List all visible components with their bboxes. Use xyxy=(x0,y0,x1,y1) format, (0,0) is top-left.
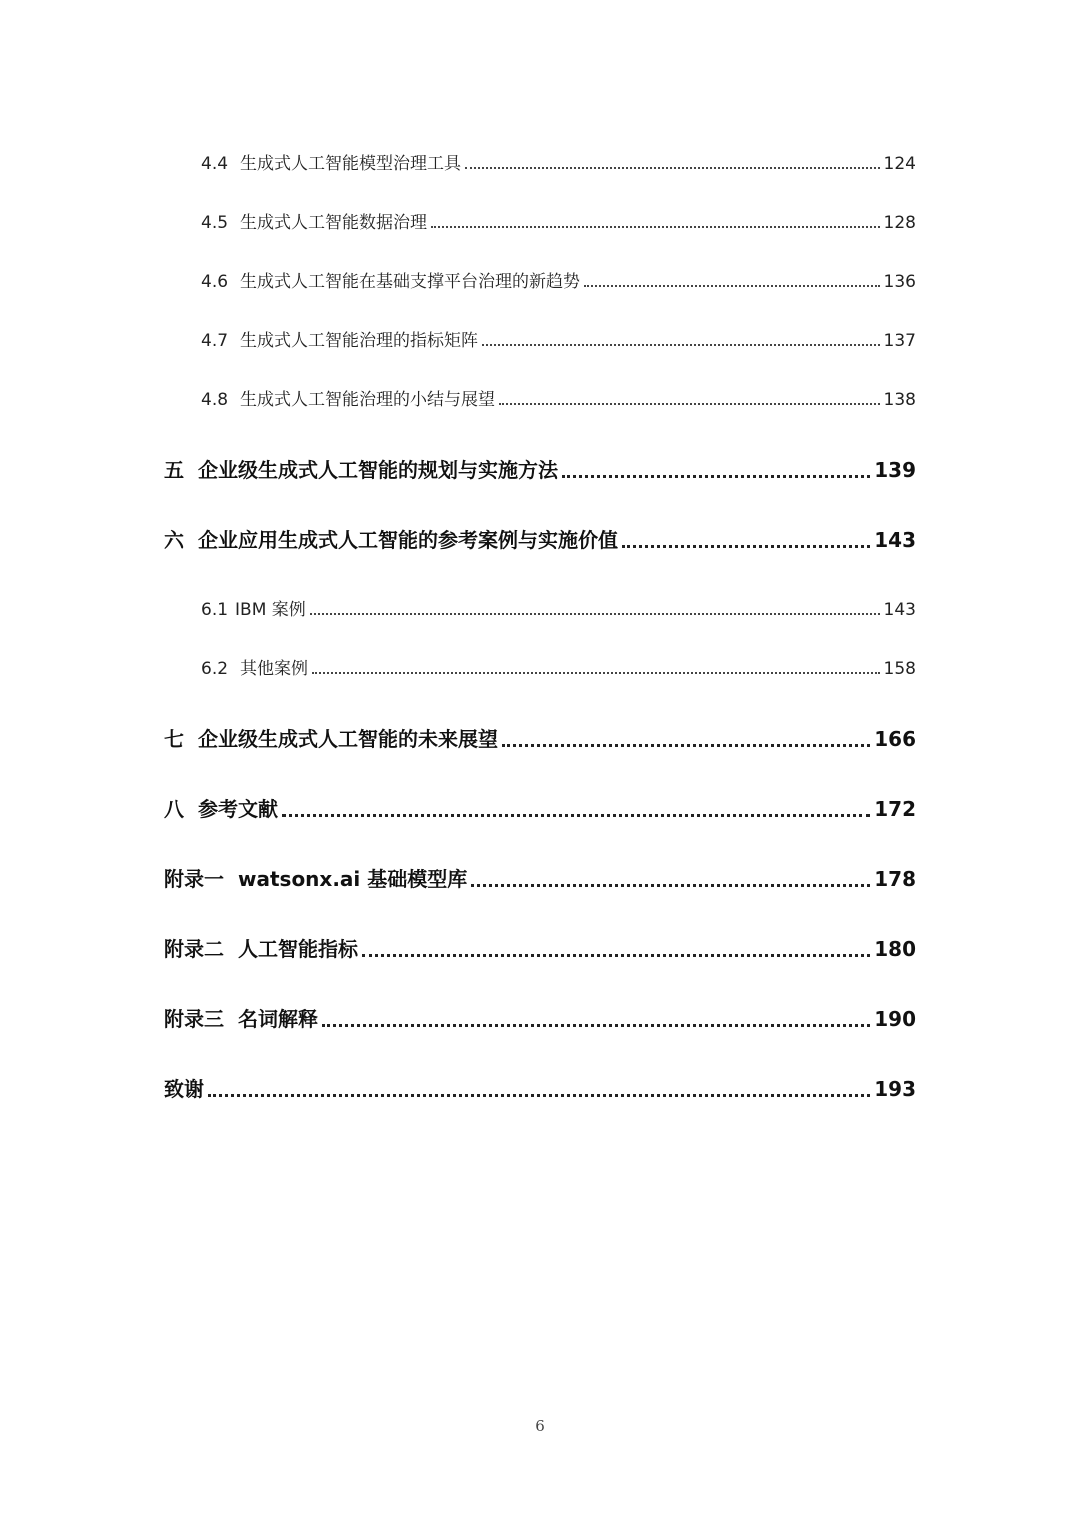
toc-dot-leader xyxy=(471,884,870,887)
toc-entry-page: 193 xyxy=(874,1077,916,1101)
toc-entry-acknowledgements[interactable] xyxy=(164,1073,916,1102)
toc-entry-title: 其他案例 xyxy=(240,659,309,679)
toc-dot-leader xyxy=(584,285,880,287)
toc-entry-6-2[interactable] xyxy=(201,654,916,679)
toc-dot-leader xyxy=(322,1024,870,1027)
toc-entry-4-8[interactable] xyxy=(201,385,916,410)
toc-entry-number: 八 xyxy=(164,797,184,821)
toc-entry-appendix-1[interactable] xyxy=(164,863,916,892)
toc-dot-leader xyxy=(310,613,880,615)
toc-dot-leader xyxy=(622,545,870,548)
toc-dot-leader xyxy=(431,226,880,228)
toc-entry-page: 178 xyxy=(874,867,916,891)
toc-entry-title: 致谢 xyxy=(164,1077,204,1101)
toc-entry-page: 143 xyxy=(883,600,916,620)
toc-entry-number: 附录三 xyxy=(164,1007,224,1031)
toc-entry-page: 138 xyxy=(883,390,916,410)
toc-entry-title: 企业级生成式人工智能的规划与实施方法 xyxy=(198,458,558,482)
toc-dot-leader xyxy=(482,344,880,346)
toc-dot-leader xyxy=(312,672,880,674)
toc-entry-number: 七 xyxy=(164,727,184,751)
toc-entry-4-6[interactable] xyxy=(201,267,916,292)
toc-entry-page: 180 xyxy=(874,937,916,961)
toc-dot-leader xyxy=(208,1094,870,1097)
toc-entry-page: 139 xyxy=(874,458,916,482)
toc-entry-title: IBM 案例 xyxy=(235,600,306,620)
toc-entry-appendix-2[interactable] xyxy=(164,933,916,962)
toc-entry-page: 143 xyxy=(874,528,916,552)
toc-entry-4-7[interactable] xyxy=(201,326,916,351)
toc-entry-number: 6.2 xyxy=(201,659,229,679)
toc-entry-number: 6.1 xyxy=(201,600,229,620)
toc-entry-title: 生成式人工智能在基础支撑平台治理的新趋势 xyxy=(240,272,581,292)
toc-entry-number: 4.4 xyxy=(201,154,229,174)
toc-entry-page: 124 xyxy=(883,154,916,174)
toc-entry-title: 生成式人工智能模型治理工具 xyxy=(240,154,462,174)
toc-entry-4-4[interactable] xyxy=(201,149,916,174)
toc-entry-page: 172 xyxy=(874,797,916,821)
toc-entry-title: 生成式人工智能治理的小结与展望 xyxy=(240,390,496,410)
toc-entry-number: 附录二 xyxy=(164,937,224,961)
toc-entry-6-1[interactable] xyxy=(201,595,916,620)
toc-entry-4-5[interactable] xyxy=(201,208,916,233)
toc-entry-number: 六 xyxy=(164,528,184,552)
toc-entry-title: 企业应用生成式人工智能的参考案例与实施价值 xyxy=(198,528,618,552)
toc-entry-page: 137 xyxy=(883,331,916,351)
toc-entry-title: 名词解释 xyxy=(238,1007,318,1031)
toc-entry-page: 136 xyxy=(883,272,916,292)
toc-entry-number: 4.5 xyxy=(201,213,229,233)
toc-entry-title: 生成式人工智能治理的指标矩阵 xyxy=(240,331,479,351)
toc-dot-leader xyxy=(282,814,870,817)
toc-entry-chapter-7[interactable] xyxy=(164,723,916,752)
toc-entry-page: 158 xyxy=(883,659,916,679)
toc-entry-chapter-5[interactable] xyxy=(164,454,916,483)
toc-dot-leader xyxy=(502,744,870,747)
toc-entry-title: 企业级生成式人工智能的未来展望 xyxy=(198,727,498,751)
toc-entry-title: 生成式人工智能数据治理 xyxy=(240,213,428,233)
toc-entry-chapter-6[interactable] xyxy=(164,524,916,553)
toc-entry-page: 166 xyxy=(874,727,916,751)
toc-entry-number: 4.7 xyxy=(201,331,229,351)
toc-entry-number: 4.6 xyxy=(201,272,229,292)
toc-dot-leader xyxy=(562,475,870,478)
toc-entry-page: 128 xyxy=(883,213,916,233)
toc-entry-page: 190 xyxy=(874,1007,916,1031)
toc-dot-leader xyxy=(362,954,870,957)
toc-entry-number: 4.8 xyxy=(201,390,229,410)
toc-dot-leader xyxy=(499,403,880,405)
toc-entry-title: watsonx.ai 基础模型库 xyxy=(238,867,468,891)
toc-entry-title: 人工智能指标 xyxy=(238,937,358,961)
page-number: 6 xyxy=(535,1417,545,1435)
toc-dot-leader xyxy=(465,167,880,169)
toc-entry-number: 五 xyxy=(164,458,184,482)
toc-entry-appendix-3[interactable] xyxy=(164,1003,916,1032)
toc-entry-number: 附录一 xyxy=(164,867,224,891)
toc-entry-title: 参考文献 xyxy=(198,797,278,821)
toc-entry-chapter-8[interactable] xyxy=(164,793,916,822)
